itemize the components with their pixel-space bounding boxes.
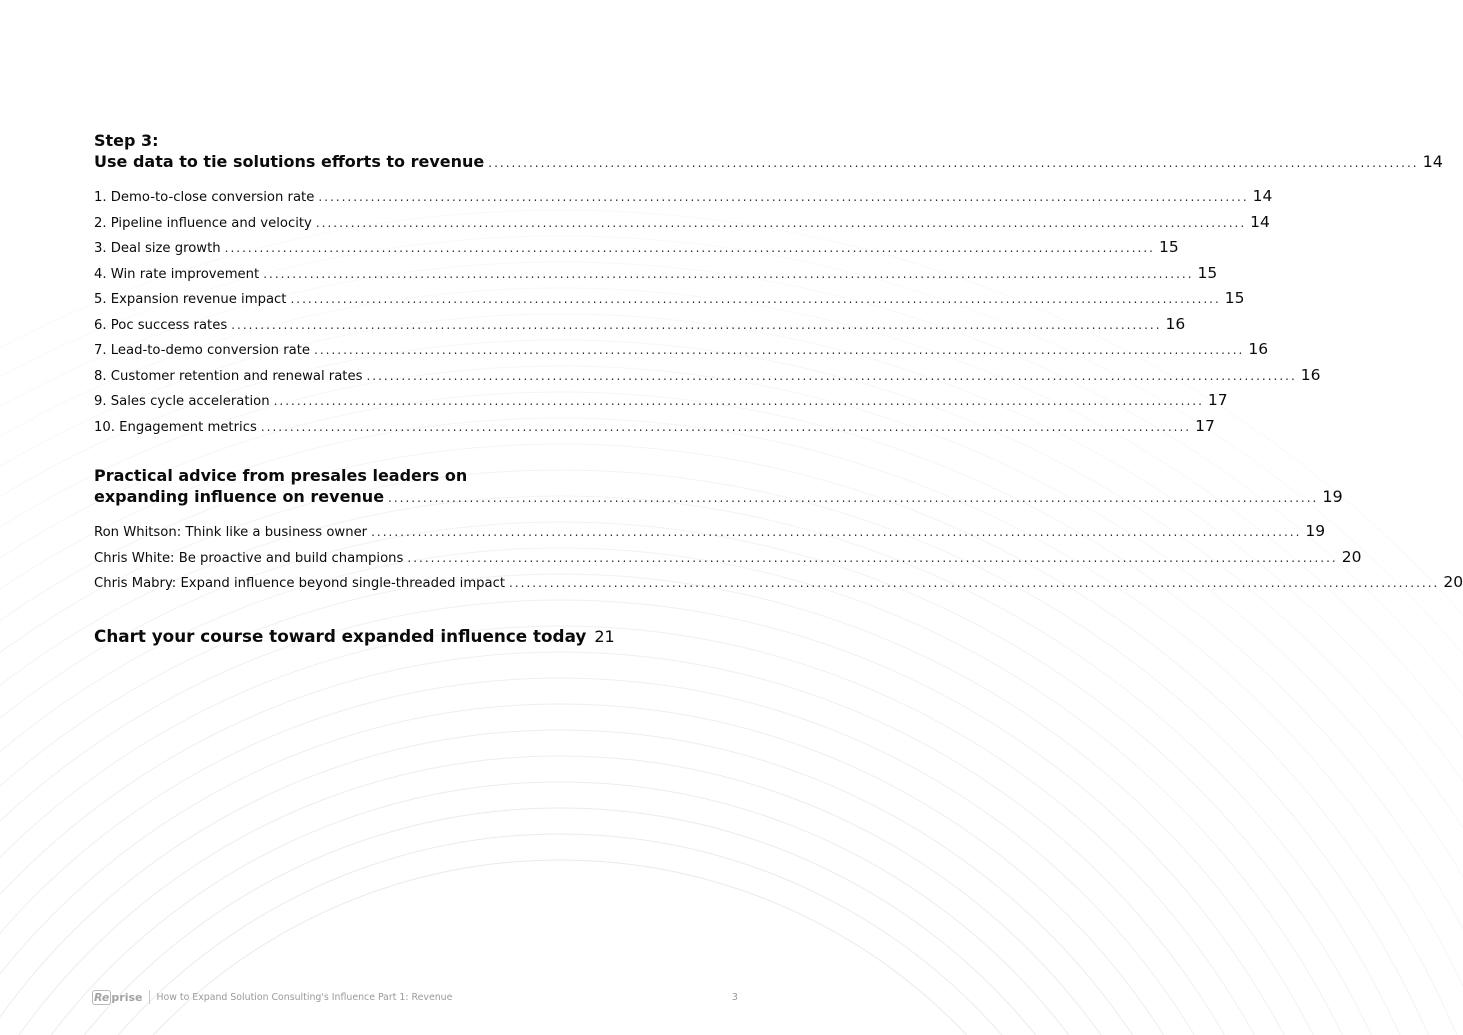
dot-leader: ................................................................................................................................................................ [488,156,1419,170]
toc-section-practical-advice [94,465,1463,596]
dot-leader: ................................................................................................................................................................ [231,317,1162,332]
toc-entry[interactable] [94,519,1326,545]
page-footer [92,990,738,1004]
page-number: 19 [1322,487,1343,506]
dot-leader: ................................................................................................................................................................ [366,368,1297,383]
toc-section-chart-your-course [94,624,615,650]
toc-entry[interactable] [94,312,1186,338]
dot-leader: ................................................................................................................................................................ [371,525,1302,539]
footer-divider [149,990,150,1004]
entry-label: 5. Expansion revenue impact [94,292,287,307]
toc-entry[interactable] [94,337,1269,363]
footer-page-number: 3 [731,991,738,1003]
page-number: 19 [1305,522,1326,540]
table-of-contents [94,130,1463,650]
page-number: 16 [1165,314,1186,333]
entry-label: 2. Pipeline influence and velocity [94,215,312,231]
page-number: 17 [1195,416,1215,435]
entry-label: Ron Whitson: Think like a business owner [94,525,368,540]
entry-label: Chris White: Be proactive and build champions [94,550,404,566]
toc-entry-section-heading[interactable] [94,486,1343,509]
page-number: 15 [1197,263,1218,282]
section-heading-line1: Practical advice from presales leaders on [94,466,468,485]
toc-entry[interactable] [94,388,1228,414]
toc-entry[interactable] [94,286,1245,312]
section-heading-line2: expanding influence on revenue [94,487,385,506]
entry-label: 4. Win rate improvement [94,266,260,282]
decorative-arc [0,704,1276,1035]
toc-entry-section-heading[interactable] [94,624,615,650]
decorative-arc [0,678,1302,1035]
toc-entry[interactable] [94,363,1321,389]
section-heading: Chart your course toward expanded influence today [94,625,587,646]
entry-label: 8. Customer retention and renewal rates [94,368,363,384]
dot-leader: ................................................................................................................................................................ [509,576,1440,590]
entry-label: Chris Mabry: Expand influence beyond single-threaded impact [94,576,506,591]
section-heading-line2: Use data to tie solutions efforts to revenue [94,152,485,171]
entry-label: 10. Engagement metrics [94,419,257,435]
decorative-arc [0,860,1120,1035]
page-number: 14 [1250,212,1270,231]
entry-label: 1. Demo-to-close conversion rate [94,190,315,205]
dot-leader: ................................................................................................................................................................ [315,215,1247,230]
toc-entry[interactable] [94,184,1273,210]
dot-leader: ................................................................................................................................................................ [318,190,1249,204]
toc-entry-section-heading[interactable] [94,151,1443,174]
entry-label: 3. Deal size growth [94,241,221,256]
page-number: 14 [1252,187,1273,205]
dot-leader: ................................................................................................................................................................ [260,419,1192,434]
dot-leader: ................................................................................................................................................................ [290,292,1221,306]
entry-label: 6. Poc success rates [94,317,228,333]
dot-leader: ................................................................................................................................................................ [224,241,1155,255]
toc-entry[interactable] [94,545,1362,571]
toc-entry[interactable] [94,261,1218,287]
page-number: 17 [1207,391,1228,409]
toc-section-step-3 [94,130,1443,439]
page-number: 16 [1248,340,1269,358]
dot-leader: ................................................................................................................................................................ [388,491,1319,505]
dot-leader: ................................................................................................................................................................ [407,550,1338,565]
page-number: 16 [1300,365,1321,384]
footer-document-title: How to Expand Solution Consulting's Influence Part 1: Revenue [156,991,453,1003]
page-number: 15 [1158,238,1179,256]
toc-entry[interactable] [94,414,1215,440]
entry-label: 9. Sales cycle acceleration [94,394,270,409]
dot-leader: ................................................................................................................................................................ [263,266,1194,281]
page-number: 21 [594,626,615,646]
page-number: 15 [1224,289,1245,307]
entry-label: 7. Lead-to-demo conversion rate [94,343,311,358]
reprise-logo: Re prise [94,990,143,1004]
page-number: 14 [1422,152,1443,171]
toc-entry[interactable] [94,235,1179,261]
page-number: 20 [1341,547,1362,566]
toc-entry[interactable] [94,210,1270,236]
section-heading-line1: Step 3: [94,131,159,150]
dot-leader: ................................................................................................................................................................ [273,394,1204,408]
page-number: 20 [1443,573,1463,591]
decorative-arc [0,600,1380,1035]
toc-entry[interactable] [94,570,1463,596]
dot-leader: ................................................................................................................................................................ [314,343,1245,357]
